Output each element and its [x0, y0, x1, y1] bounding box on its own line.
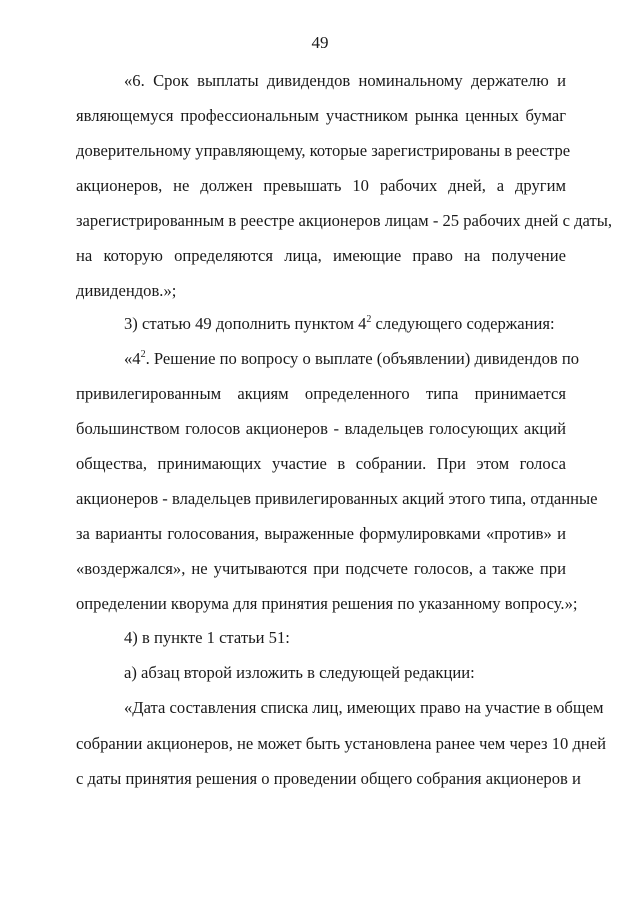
text-line: на которую определяются лица, имеющие право на получение [76, 246, 566, 265]
superscript: 2 [140, 349, 146, 360]
text-line: большинством голосов акционеров - владельцев голосующих акций [76, 419, 566, 438]
text-span: . Решение по вопросу о выплате (объявлении) дивидендов по [145, 349, 580, 368]
text-line: «Дата составления списка лиц, имеющих право на участие в общем [124, 698, 604, 717]
text-line: 4) в пункте 1 статьи 51: [124, 628, 290, 647]
text-line: акционеров - владельцев привилегированных акций этого типа, отданные [76, 489, 598, 508]
text-line [124, 348, 580, 370]
text-line: общества, принимающих участие в собрании. При этом голоса [76, 454, 566, 473]
text-line: являющемуся профессиональным участником рынка ценных бумаг [76, 106, 566, 125]
text-line: зарегистрированным в реестре акционеров лицам - 25 рабочих дней с даты, [76, 211, 613, 230]
text-line: «воздержался», не учитываются при подсчете голосов, а также при [76, 559, 566, 578]
text-line: а) абзац второй изложить в следующей редакции: [124, 663, 475, 682]
page-number: 49 [311, 33, 329, 52]
text-line: определении кворума для принятия решения по указанному вопросу.»; [76, 594, 578, 613]
text-span: 3) статью 49 дополнить пунктом 4 [124, 314, 367, 333]
text-line: за варианты голосования, выраженные формулировками «против» и [76, 524, 566, 543]
text-span: следующего содержания: [371, 314, 555, 333]
text-line: «6. Срок выплаты дивидендов номинальному держателю и [124, 71, 566, 90]
text-line: акционеров, не должен превышать 10 рабочих дней, а другим [76, 176, 566, 195]
text-span: «4 [124, 349, 141, 368]
text-line [124, 313, 566, 335]
text-line: собрании акционеров, не может быть установлена ранее чем через 10 дней [76, 734, 607, 753]
superscript: 2 [366, 314, 372, 325]
text-line: доверительному управляющему, которые зарегистрированы в реестре [76, 141, 571, 160]
text-line: с даты принятия решения о проведении общего собрания акционеров и [76, 769, 581, 788]
text-line: дивидендов.»; [76, 281, 177, 300]
text-line: привилегированным акциям определенного типа принимается [76, 384, 566, 403]
